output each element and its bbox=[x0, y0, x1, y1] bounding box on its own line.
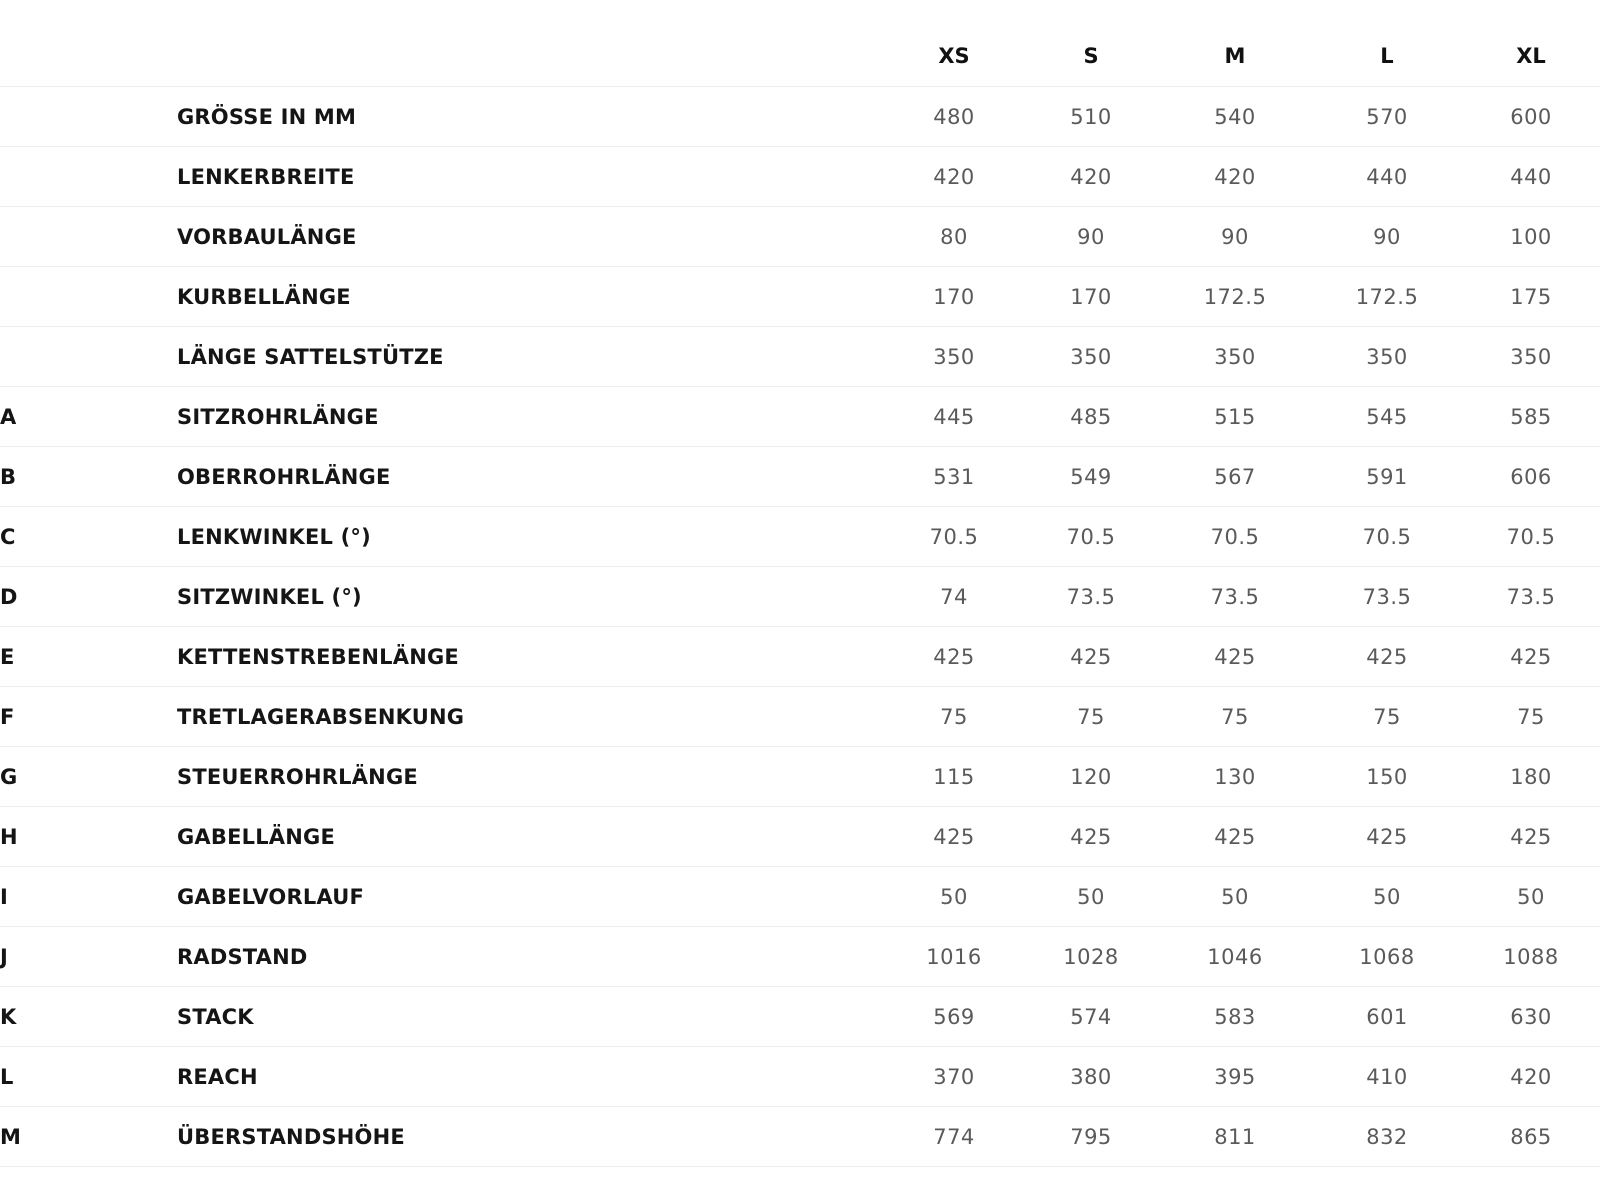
value-cell-m: 515 bbox=[1214, 404, 1256, 429]
value-cell-l: 172.5 bbox=[1355, 284, 1419, 309]
dimension-letter: J bbox=[0, 944, 8, 969]
dimension-label: KETTENSTREBENLÄNGE bbox=[177, 644, 459, 669]
value-cell-l: 570 bbox=[1366, 104, 1408, 129]
dimension-letter: L bbox=[0, 1064, 14, 1089]
value-cell-xl: 600 bbox=[1510, 104, 1552, 129]
value-cell-m: 50 bbox=[1221, 884, 1249, 909]
table-row bbox=[0, 807, 1600, 867]
table-row bbox=[0, 327, 1600, 387]
value-cell-s: 1028 bbox=[1063, 944, 1119, 969]
value-cell-xs: 774 bbox=[933, 1124, 975, 1149]
size-header-s: S bbox=[1083, 44, 1099, 68]
value-cell-m: 75 bbox=[1221, 704, 1249, 729]
value-cell-s: 75 bbox=[1077, 704, 1105, 729]
value-cell-m: 540 bbox=[1214, 104, 1256, 129]
value-cell-xl: 70.5 bbox=[1506, 524, 1556, 549]
value-cell-xs: 425 bbox=[933, 644, 975, 669]
dimension-letter: F bbox=[0, 704, 15, 729]
dimension-label: TRETLAGERABSENKUNG bbox=[177, 704, 465, 729]
table-row bbox=[0, 447, 1600, 507]
value-cell-s: 90 bbox=[1077, 224, 1105, 249]
value-cell-s: 70.5 bbox=[1066, 524, 1116, 549]
value-cell-s: 420 bbox=[1070, 164, 1112, 189]
value-cell-xl: 865 bbox=[1510, 1124, 1552, 1149]
table-row bbox=[0, 687, 1600, 747]
value-cell-xl: 606 bbox=[1510, 464, 1552, 489]
dimension-label: GRÖSSE IN MM bbox=[177, 104, 357, 129]
dimension-label: GABELLÄNGE bbox=[177, 824, 336, 849]
value-cell-xl: 425 bbox=[1510, 644, 1552, 669]
value-cell-m: 567 bbox=[1214, 464, 1256, 489]
value-cell-s: 350 bbox=[1070, 344, 1112, 369]
value-cell-m: 395 bbox=[1214, 1064, 1256, 1089]
dimension-label: STEUERROHRLÄNGE bbox=[177, 764, 418, 789]
dimension-label: LÄNGE SATTELSTÜTZE bbox=[177, 344, 444, 369]
value-cell-m: 425 bbox=[1214, 824, 1256, 849]
value-cell-s: 380 bbox=[1070, 1064, 1112, 1089]
value-cell-l: 591 bbox=[1366, 464, 1408, 489]
value-cell-l: 440 bbox=[1366, 164, 1408, 189]
table-row bbox=[0, 927, 1600, 987]
value-cell-xl: 73.5 bbox=[1506, 584, 1556, 609]
table-row bbox=[0, 387, 1600, 447]
value-cell-xl: 180 bbox=[1510, 764, 1552, 789]
value-cell-xs: 480 bbox=[933, 104, 975, 129]
value-cell-m: 420 bbox=[1214, 164, 1256, 189]
value-cell-xl: 440 bbox=[1510, 164, 1552, 189]
dimension-letter: C bbox=[0, 524, 16, 549]
value-cell-l: 832 bbox=[1366, 1124, 1408, 1149]
table-header-row bbox=[0, 0, 1600, 87]
value-cell-xs: 420 bbox=[933, 164, 975, 189]
dimension-letter: I bbox=[0, 884, 8, 909]
value-cell-s: 425 bbox=[1070, 644, 1112, 669]
value-cell-xl: 100 bbox=[1510, 224, 1552, 249]
value-cell-s: 120 bbox=[1070, 764, 1112, 789]
table-row bbox=[0, 147, 1600, 207]
dimension-label: GABELVORLAUF bbox=[177, 884, 365, 909]
value-cell-xl: 75 bbox=[1517, 704, 1545, 729]
dimension-label: ÜBERSTANDSHÖHE bbox=[177, 1124, 405, 1149]
size-header-m: M bbox=[1224, 44, 1246, 68]
value-cell-s: 170 bbox=[1070, 284, 1112, 309]
dimension-label: RADSTAND bbox=[177, 944, 308, 969]
value-cell-l: 425 bbox=[1366, 824, 1408, 849]
value-cell-l: 73.5 bbox=[1362, 584, 1412, 609]
table-row bbox=[0, 567, 1600, 627]
value-cell-xs: 74 bbox=[940, 584, 968, 609]
value-cell-xs: 350 bbox=[933, 344, 975, 369]
dimension-letter: A bbox=[0, 404, 17, 429]
value-cell-m: 583 bbox=[1214, 1004, 1256, 1029]
table-row bbox=[0, 1107, 1600, 1167]
value-cell-s: 549 bbox=[1070, 464, 1112, 489]
value-cell-xl: 175 bbox=[1510, 284, 1552, 309]
value-cell-xl: 350 bbox=[1510, 344, 1552, 369]
value-cell-xs: 425 bbox=[933, 824, 975, 849]
value-cell-xs: 70.5 bbox=[929, 524, 979, 549]
value-cell-xs: 445 bbox=[933, 404, 975, 429]
value-cell-xs: 50 bbox=[940, 884, 968, 909]
dimension-letter: E bbox=[0, 644, 15, 669]
value-cell-l: 545 bbox=[1366, 404, 1408, 429]
size-header-l: L bbox=[1380, 44, 1394, 68]
value-cell-s: 425 bbox=[1070, 824, 1112, 849]
value-cell-l: 425 bbox=[1366, 644, 1408, 669]
table-row bbox=[0, 747, 1600, 807]
dimension-label: SITZROHRLÄNGE bbox=[177, 404, 379, 429]
dimension-label: STACK bbox=[177, 1004, 254, 1029]
value-cell-xl: 425 bbox=[1510, 824, 1552, 849]
dimension-label: LENKERBREITE bbox=[177, 164, 355, 189]
value-cell-m: 130 bbox=[1214, 764, 1256, 789]
value-cell-xl: 420 bbox=[1510, 1064, 1552, 1089]
table-row bbox=[0, 867, 1600, 927]
table-row bbox=[0, 267, 1600, 327]
dimension-label: VORBAULÄNGE bbox=[177, 224, 357, 249]
value-cell-l: 50 bbox=[1373, 884, 1401, 909]
value-cell-m: 70.5 bbox=[1210, 524, 1260, 549]
dimension-letter: G bbox=[0, 764, 18, 789]
dimension-letter: H bbox=[0, 824, 18, 849]
size-header-xl: XL bbox=[1516, 44, 1546, 68]
dimension-label: SITZWINKEL (°) bbox=[177, 584, 362, 609]
value-cell-xs: 370 bbox=[933, 1064, 975, 1089]
value-cell-m: 90 bbox=[1221, 224, 1249, 249]
dimension-label: KURBELLÄNGE bbox=[177, 284, 351, 309]
value-cell-s: 50 bbox=[1077, 884, 1105, 909]
value-cell-xl: 1088 bbox=[1503, 944, 1559, 969]
dimension-label: REACH bbox=[177, 1064, 258, 1089]
dimension-label: LENKWINKEL (°) bbox=[177, 524, 371, 549]
dimension-letter: B bbox=[0, 464, 17, 489]
value-cell-xs: 80 bbox=[940, 224, 968, 249]
value-cell-l: 75 bbox=[1373, 704, 1401, 729]
table-row bbox=[0, 1047, 1600, 1107]
dimension-letter: D bbox=[0, 584, 18, 609]
value-cell-xs: 170 bbox=[933, 284, 975, 309]
value-cell-s: 574 bbox=[1070, 1004, 1112, 1029]
value-cell-l: 1068 bbox=[1359, 944, 1415, 969]
value-cell-l: 601 bbox=[1366, 1004, 1408, 1029]
table-row bbox=[0, 87, 1600, 147]
value-cell-xs: 115 bbox=[933, 764, 975, 789]
value-cell-xl: 50 bbox=[1517, 884, 1545, 909]
value-cell-l: 350 bbox=[1366, 344, 1408, 369]
value-cell-xs: 531 bbox=[933, 464, 975, 489]
value-cell-m: 172.5 bbox=[1203, 284, 1267, 309]
dimension-letter: M bbox=[0, 1124, 21, 1149]
value-cell-xs: 1016 bbox=[926, 944, 982, 969]
dimension-letter: K bbox=[0, 1004, 17, 1029]
table-body bbox=[0, 87, 1600, 1167]
value-cell-s: 73.5 bbox=[1066, 584, 1116, 609]
value-cell-l: 90 bbox=[1373, 224, 1401, 249]
value-cell-l: 70.5 bbox=[1362, 524, 1412, 549]
table-row bbox=[0, 207, 1600, 267]
dimension-label: OBERROHRLÄNGE bbox=[177, 464, 391, 489]
value-cell-m: 350 bbox=[1214, 344, 1256, 369]
value-cell-l: 150 bbox=[1366, 764, 1408, 789]
value-cell-s: 510 bbox=[1070, 104, 1112, 129]
table-row bbox=[0, 507, 1600, 567]
value-cell-s: 795 bbox=[1070, 1124, 1112, 1149]
table-row bbox=[0, 987, 1600, 1047]
value-cell-m: 1046 bbox=[1207, 944, 1263, 969]
value-cell-xs: 75 bbox=[940, 704, 968, 729]
value-cell-xl: 585 bbox=[1510, 404, 1552, 429]
value-cell-m: 811 bbox=[1214, 1124, 1256, 1149]
value-cell-s: 485 bbox=[1070, 404, 1112, 429]
value-cell-xl: 630 bbox=[1510, 1004, 1552, 1029]
value-cell-m: 425 bbox=[1214, 644, 1256, 669]
value-cell-xs: 569 bbox=[933, 1004, 975, 1029]
value-cell-l: 410 bbox=[1366, 1064, 1408, 1089]
table-row bbox=[0, 627, 1600, 687]
size-header-xs: XS bbox=[938, 44, 970, 68]
value-cell-m: 73.5 bbox=[1210, 584, 1260, 609]
